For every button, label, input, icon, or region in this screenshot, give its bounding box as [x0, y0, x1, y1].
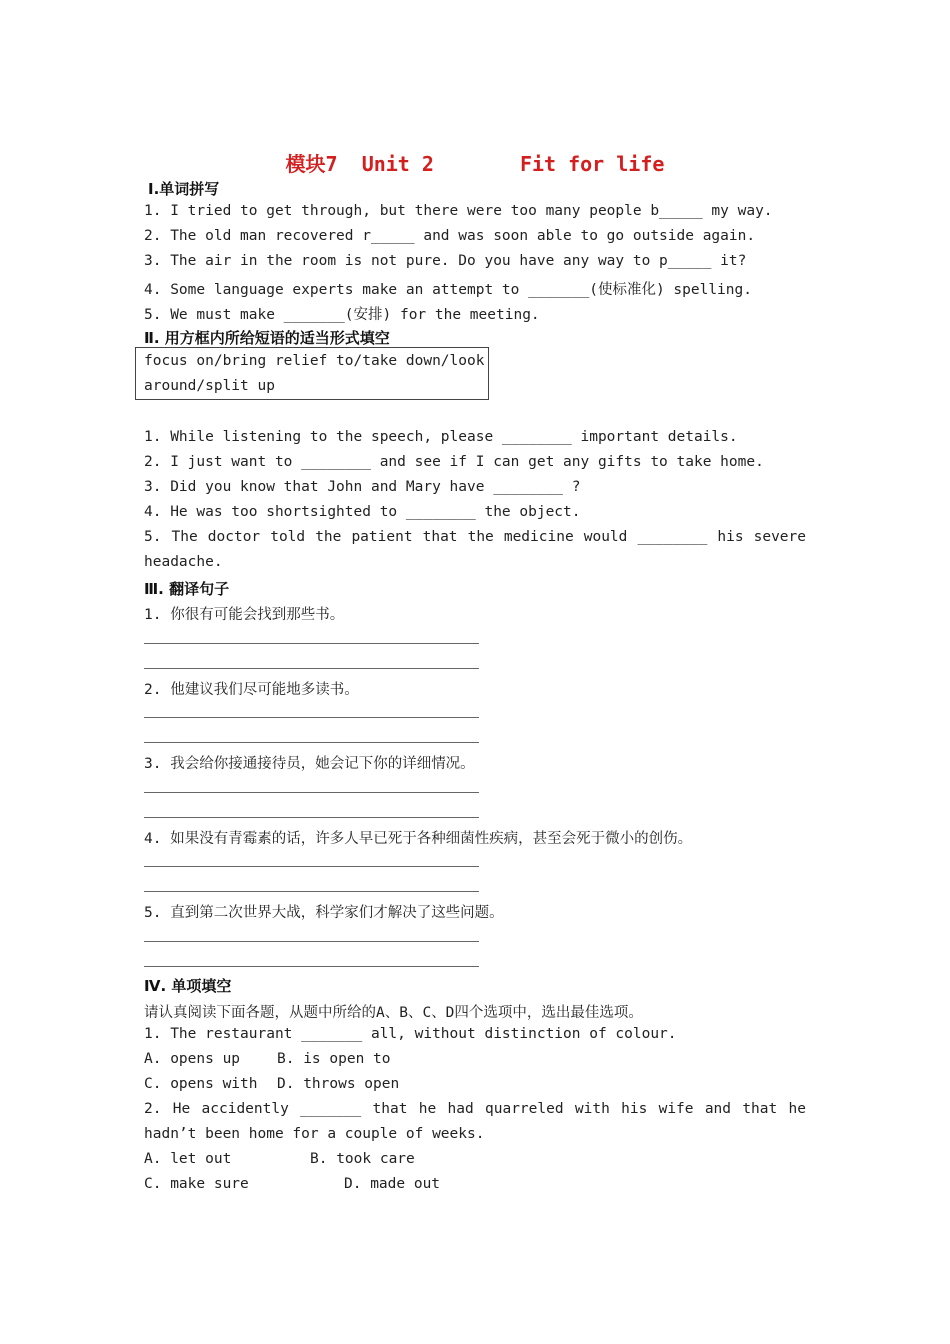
spelling-item: 2. The old man recovered r_____ and was soon able to go outside again. — [144, 228, 756, 244]
answer-line — [144, 941, 479, 942]
choice-instructions: 请认真阅读下面各题，从题中所给的A、B、C、D四个选项中，选出最佳选项。 — [144, 1005, 643, 1021]
answer-line — [144, 817, 479, 818]
section-heading-spelling: Ⅰ.单词拼写 — [148, 180, 220, 198]
fill-item: 5. The doctor told the patient that the medicine would ________ his severe — [144, 529, 806, 545]
page-title — [0, 148, 950, 177]
translate-item: 3. 我会给你接通接待员，她会记下你的详细情况。 — [144, 756, 475, 772]
answer-line — [144, 891, 479, 892]
option-2c: C. make sure — [144, 1176, 249, 1192]
phrase-box — [135, 347, 489, 400]
answer-line — [144, 792, 479, 793]
spelling-item: 1. I tried to get through, but there were too many people b_____ my way. — [144, 203, 773, 219]
spelling-item: 5. We must make _______(安排) for the meeting. — [144, 307, 540, 323]
option-1d: D. throws open — [277, 1076, 400, 1092]
translate-item: 2. 他建议我们尽可能地多读书。 — [144, 682, 359, 698]
spelling-item: 4. Some language experts make an attempt to _______(使标准化) spelling. — [144, 282, 752, 298]
option-1b: B. is open to — [277, 1051, 391, 1067]
question-2: 2. He accidently _______ that he had quarreled with his wife and that he — [144, 1101, 806, 1117]
translate-item: 1. 你很有可能会找到那些书。 — [144, 607, 345, 623]
option-1c: C. opens with — [144, 1076, 258, 1092]
question-1: 1. The restaurant _______ all, without distinction of colour. — [144, 1026, 677, 1042]
option-2b: B. took care — [310, 1151, 415, 1167]
section-heading-choice: Ⅳ. 单项填空 — [144, 977, 232, 995]
option-1a: A. opens up — [144, 1051, 241, 1067]
phrase-box-line: focus on/bring relief to/take down/look — [144, 353, 485, 369]
title-topic: Fit for life — [519, 152, 665, 176]
title-module: 模块7 — [285, 152, 338, 176]
fill-item: 1. While listening to the speech, please ________ important details. — [144, 429, 738, 445]
fill-item-continued: headache. — [144, 554, 223, 570]
fill-item: 2. I just want to ________ and see if I can get any gifts to take home. — [144, 454, 764, 470]
section-heading-translate: Ⅲ. 翻译句子 — [144, 580, 230, 598]
fill-item: 3. Did you know that John and Mary have ________ ? — [144, 479, 581, 495]
fill-item: 4. He was too shortsighted to ________ the object. — [144, 504, 581, 520]
answer-line — [144, 717, 479, 718]
title-unit: Unit 2 — [361, 152, 434, 176]
section-heading-phrases: Ⅱ. 用方框内所给短语的适当形式填空 — [144, 329, 390, 347]
answer-line — [144, 742, 479, 743]
answer-line — [144, 643, 479, 644]
phrase-box-line: around/split up — [144, 378, 275, 394]
answer-line — [144, 866, 479, 867]
answer-line — [144, 668, 479, 669]
spelling-item: 3. The air in the room is not pure. Do you have any way to p_____ it? — [144, 253, 747, 269]
answer-line — [144, 966, 479, 967]
question-2-continued: hadn’t been home for a couple of weeks. — [144, 1126, 485, 1142]
option-2d: D. made out — [344, 1176, 441, 1192]
translate-item: 5. 直到第二次世界大战，科学家们才解决了这些问题。 — [144, 905, 504, 921]
option-2a: A. let out — [144, 1151, 232, 1167]
translate-item: 4. 如果没有青霉素的话，许多人早已死于各种细菌性疾病，甚至会死于微小的创伤。 — [144, 831, 693, 847]
